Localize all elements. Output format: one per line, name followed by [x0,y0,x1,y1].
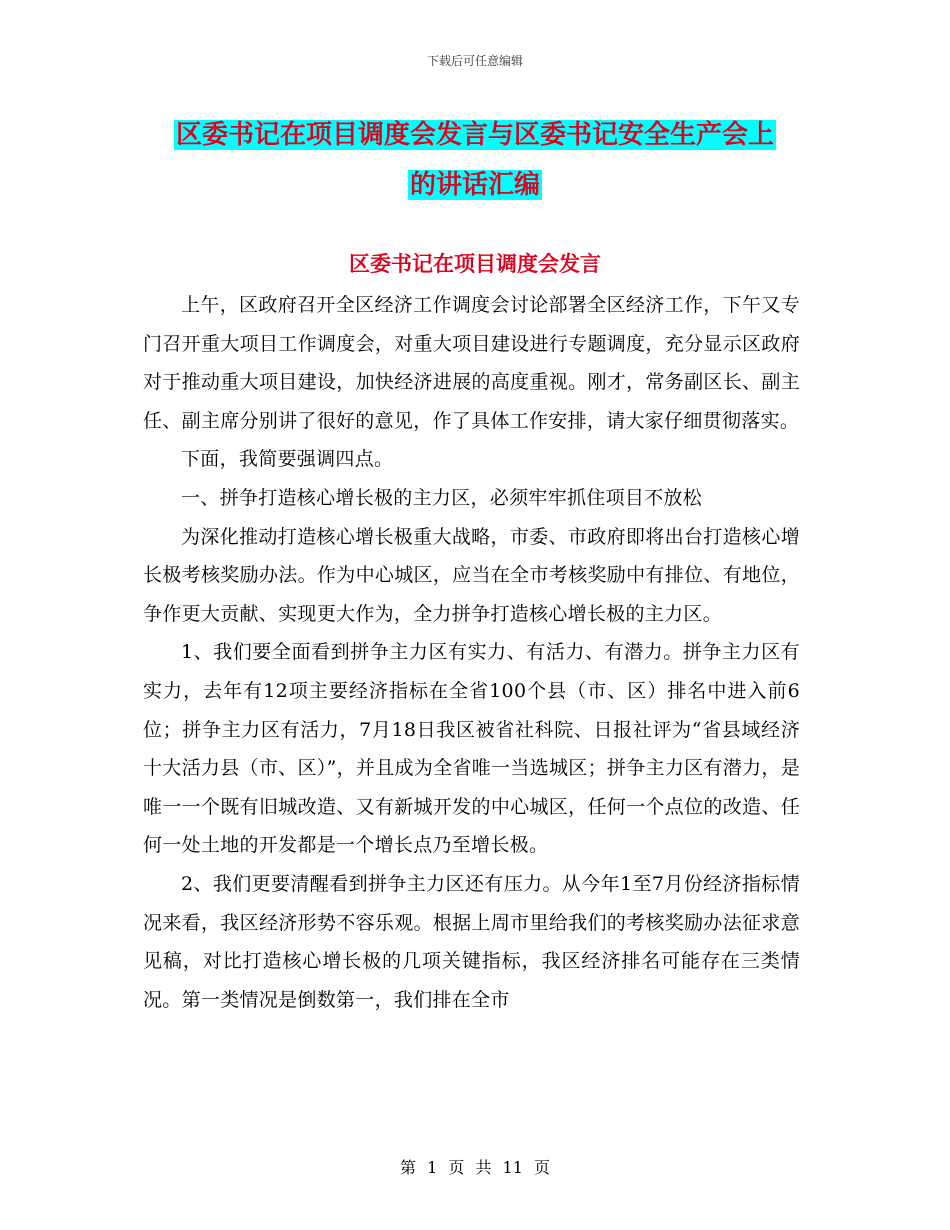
header-note: 下载后可任意编辑 [426,54,523,68]
paragraph: 1、我们要全面看到拼争主力区有实力、有活力、有潜力。拼争主力区有实力，去年有12项主要经济指标在全省100个县（市、区）排名中进入前6位；拼争主力区有活力，7月18日我区被省社科院、日报社评为“省县域经济十大活力县（市、区）”，并且成为全省唯一当选城区；拼争主力区有潜力，是唯一一个既有旧城改造、又有新城开发的中心城区，任何一个点位的改造、任何一处土地的开发都是一个增长点乃至增长极。 [143,641,800,857]
paragraph-heading: 一、拼争打造核心增长极的主力区，必须牢牢抓住项目不放松 [181,486,703,509]
paragraph: 2、我们更要清醒看到拼争主力区还有压力。从今年1至7月份经济指标情况来看，我区经济形势不容乐观。根据上周市里给我们的考核奖励办法征求意见稿，对比打造核心增长极的几项关键指标，我区经济排名可能存在三类情况。第一类情况是倒数第一，我们排在全市 [143,872,800,1011]
document-title [145,110,805,210]
title-line-1: 区委书记在项目调度会发言与区委书记安全生产会上 [175,120,774,150]
document-body [143,286,800,1019]
paragraph: 下面，我简要强调四点。 [181,448,394,471]
page-footer: 第 1 页 共 11 页 [400,1158,550,1177]
paragraph: 为深化推动打造核心增长极重大战略，市委、市政府即将出台打造核心增长极考核奖励办法。作为中心城区，应当在全市考核奖励中有排位、有地位，争作更大贡献、实现更大作为，全力拼争打造核心增长极的主力区。 [143,525,800,625]
section-title: 区委书记在项目调度会发言 [349,251,601,276]
paragraph: 上午，区政府召开全区经济工作调度会讨论部署全区经济工作，下午又专门召开重大项目工作调度会，对重大项目建设进行专题调度，充分显示区政府对于推动重大项目建设，加快经济进展的高度重视。刚才，常务副区长、副主任、副主席分别讲了很好的意见，作了具体工作安排，请大家仔细贯彻落实。 [143,294,800,432]
title-line-2: 的讲话汇编 [409,170,540,200]
